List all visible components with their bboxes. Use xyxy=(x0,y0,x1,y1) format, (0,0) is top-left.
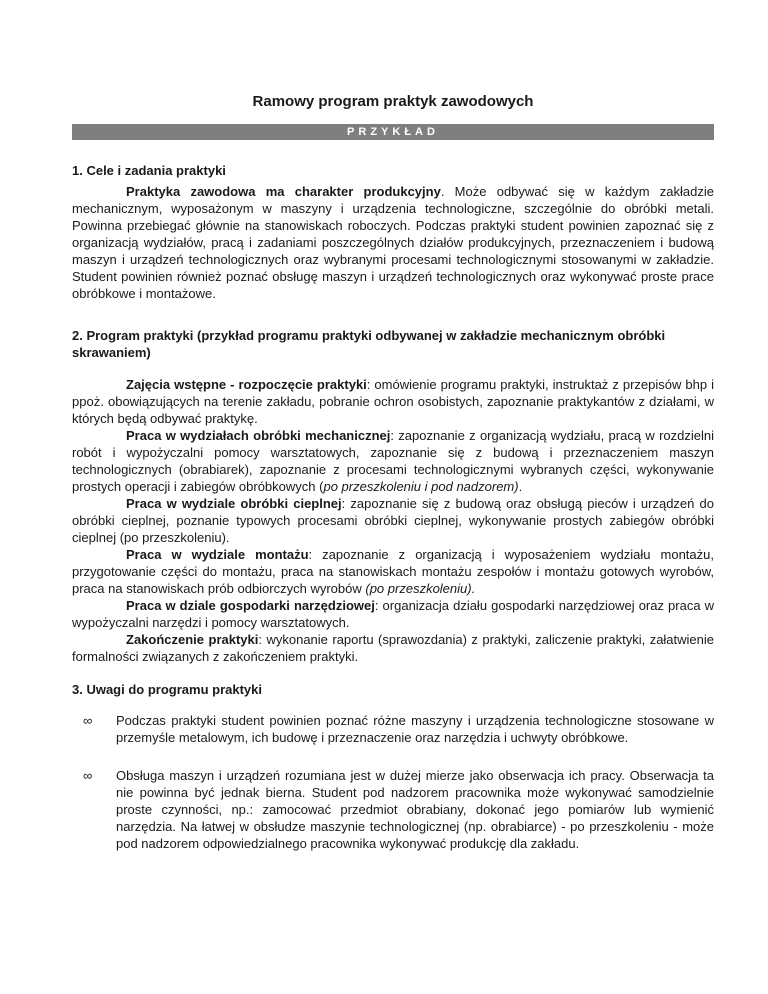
program-item: Zakończenie praktyki: wykonanie raportu (sprawozdania) z praktyki, zaliczenie praktyki, załatwienie formalności związanych z zakończeniem praktyki. xyxy=(72,632,715,664)
section-1-heading: 1. Cele i zadania praktyki xyxy=(72,163,226,178)
document-title: Ramowy program praktyk zawodowych xyxy=(252,93,534,110)
program-item: Praca w wydziale montażu: zapoznanie z organizacją i wyposażeniem wydziału montażu, przygotowanie części do montażu, praca na stanowiskach montażu zespołów i montażu gotowych wyrobów, praca na stanowiskach prób odbiorczych wyrobów (po przeszkoleniu). xyxy=(72,547,714,596)
section-2-heading: 2. Program praktyki (przykład programu praktyki odbywanej w zakładzie mechanicznym obróbki skrawaniem) xyxy=(72,328,666,360)
program-item: Praca w wydziale obróbki cieplnej: zapoznanie się z budową oraz obsługą pieców i urządzeń do obróbki cieplnej, poznanie typowych procesami obróbki cieplnej, wykonywanie prostych zabiegów obróbki cieplnej (po przeszkoleniu). xyxy=(72,496,714,545)
program-item: Praca w dziale gospodarki narzędziowej: organizacja działu gospodarki narzędziowej oraz praca w wypożyczalni narzędzi i pomocy warsztatowych. xyxy=(72,598,715,630)
list-item: ∞ Obsługa maszyn i urządzeń rozumiana jest w dużej mierze jako obserwacja ich pracy. Obserwacja ta nie powinna być jednak bierna. Student pod nadzorem pracownika może wykonywać samodzielnie proste czynności, np.: zamocować przedmiot obrabiany, dokonać jego pomiarów lub wymienić narzędzia. Na łatwej w obsłudze maszynie technologicznej (np. obrabiarce) - po przeszkoleniu - może pod nadzorem odpowiedzialnego pracownika wykonywać produkcję dla zakładu. xyxy=(83,768,714,851)
infinity-bullet-icon: ∞ xyxy=(83,713,93,728)
example-banner: PRZYKŁAD xyxy=(72,124,714,140)
program-item: Zajęcia wstępne - rozpoczęcie praktyki: omówienie programu praktyki, instruktaż z przepisów bhp i ppoż. obowiązujących na terenie zakładu, pobranie ochron osobistych, zapoznanie praktykantów z działami, w których będą odbywać praktykę. xyxy=(72,377,714,426)
program-list xyxy=(72,376,714,665)
program-item: Praca w wydziałach obróbki mechanicznej: zapoznanie z organizacją wydziału, pracą w rozdzielni robót i wypożyczalni pomocy warsztatowych, zapoznanie się z budową i przeznaczeniem maszyn technologicznych (obrabiarek), zapoznanie z procesami technologicznymi wybranych części, wykonywanie prostych operacji i zabiegów obróbkowych (po przeszkoleniu i pod nadzorem). xyxy=(72,428,714,494)
infinity-bullet-icon: ∞ xyxy=(83,768,93,783)
list-item: ∞ Podczas praktyki student powinien poznać różne maszyny i urządzenia technologiczne stosowane w przemyśle metalowym, ich budowę i przeznaczenie oraz narzędzia i uchwyty obróbkowe. xyxy=(83,713,714,745)
section-3-heading: 3. Uwagi do programu praktyki xyxy=(72,682,262,697)
section-1-paragraph: Praktyka zawodowa ma charakter produkcyjny. Może odbywać się w każdym zakładzie mechanicznym, wyposażonym w maszyny i urządzenia technologiczne, szczególnie do obróbki metali. Powinna przebiegać głównie na stanowiskach roboczych. Podczas praktyki student powinien zapoznać się z organizacją wydziałów, pracą i zadaniami poszczególnych działów produkcyjnych, przeznaczeniem i budową maszyn i urządzeń technologicznych oraz wybranymi procesami technologicznymi stosowanymi w zakładzie. Student powinien również poznać obsługę maszyn i urządzeń technologicznych oraz wykonywać proste prace obróbkowe i montażowe. xyxy=(72,184,714,301)
section-1-lead: Praktyka zawodowa ma charakter produkcyjny xyxy=(126,184,441,199)
